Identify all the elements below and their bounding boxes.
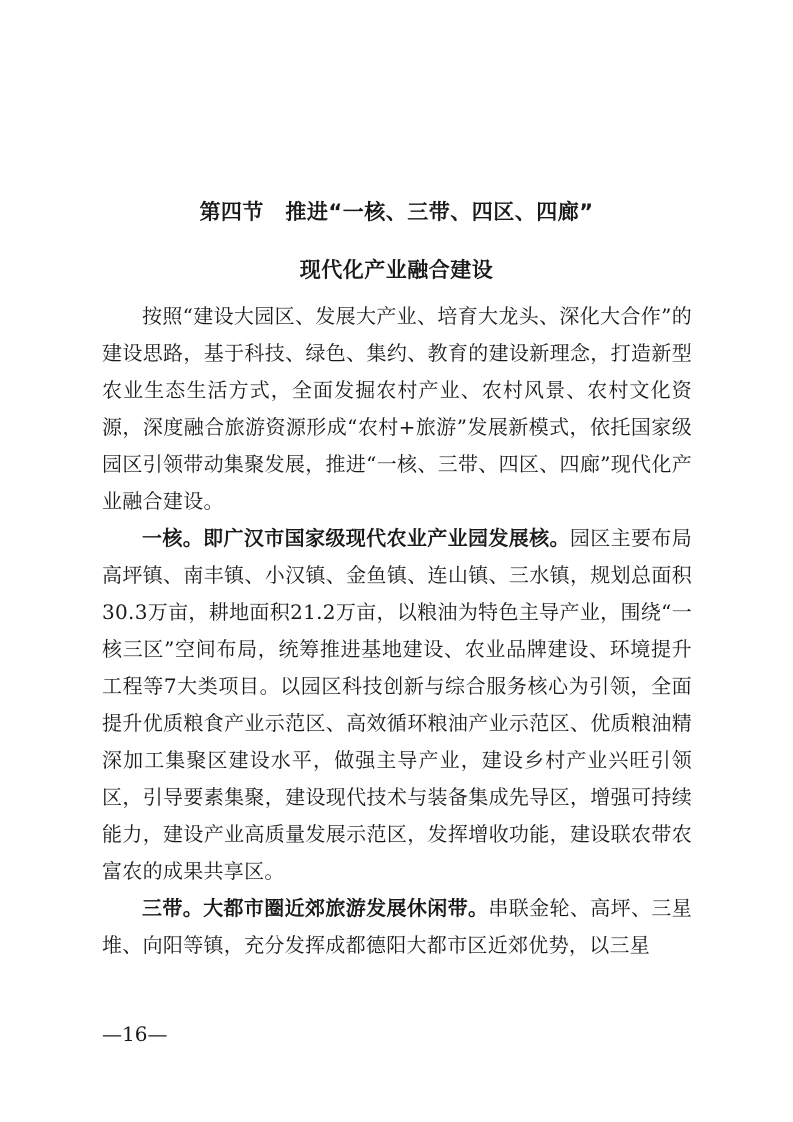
paragraph-yihe-text: 园区主要布局高坪镇、南丰镇、小汉镇、金鱼镇、连山镇、三水镇，规划总面积30.3万亩，耕地面积21.2万亩，以粮油为特色主导产业，围绕“一核三区”空间布局，统筹推进基地建设、农业品牌建设、环境提升工程等7大类项目。以园区科技创新与综合服务核心为引领，全面提升优质粮食产业示范区、高效循环粮油产业示范区、优质粮油精深加工集聚区建设水平，做强主导产业，建设乡村产业兴旺引领区，引导要素集聚，建设现代技术与装备集成先导区，增强可持续能力，建设产业高质量发展示范区，发挥增收功能，建设联农带农富农的成果共享区。 [102, 526, 692, 883]
section-title: 第四节 推进“一核、三带、四区、四廊” [199, 200, 594, 224]
paragraph-sandai-heading: 三带。大都市圈近郊旅游发展休闲带。 [142, 896, 489, 920]
section-subtitle: 现代化产业融合建设 [299, 258, 494, 282]
page-number: —16— [102, 1022, 168, 1046]
paragraph-yihe [102, 520, 692, 890]
paragraph-intro-text: 按照“建设大园区、发展大产业、培育大龙头、深化大合作”的建设思路，基于科技、绿色、集约、教育的建设新理念，打造新型农业生态生活方式，全面发掘农村产业、农村风景、农村文化资源，深度融合旅游资源形成“农村+旅游”发展新模式，依托国家级园区引领带动集聚发展，推进“一核、三带、四区、四廊”现代化产业融合建设。 [102, 304, 692, 513]
paragraph-yihe-heading: 一核。即广汉市国家级现代农业产业园发展核。 [142, 526, 570, 550]
paragraph-sandai [102, 890, 692, 964]
document-body [102, 298, 692, 964]
paragraph-sandai-text: 串联金轮、高坪、三星堆、向阳等镇，充分发挥成都德阳大都市区近郊优势，以三星 [102, 896, 692, 957]
paragraph-intro [102, 298, 692, 520]
